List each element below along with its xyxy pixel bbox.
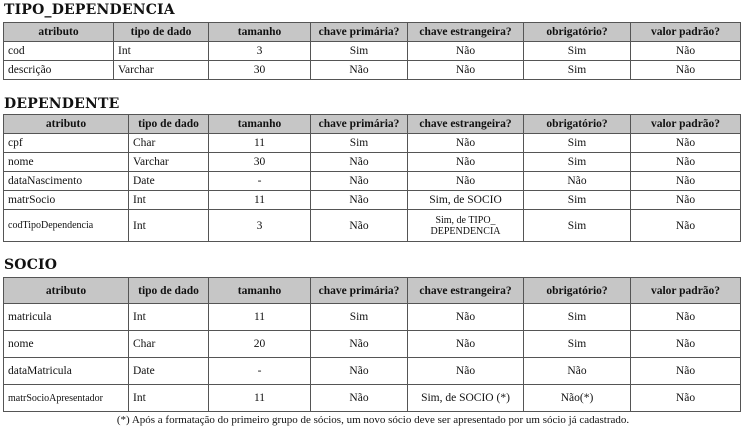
table-socio [3, 277, 741, 412]
table-row [4, 191, 741, 210]
cell-obrigatorio: Sim [524, 42, 631, 61]
cell-pk: Sim [311, 42, 408, 61]
cell-pk: Não [311, 172, 408, 191]
cell-tipo: Varchar [129, 153, 209, 172]
cell-tipo: Char [129, 134, 209, 153]
cell-fk: Não [408, 304, 524, 331]
table-row [4, 210, 741, 242]
cell-valor-padrao: Não [631, 210, 741, 242]
cell-pk: Não [311, 385, 408, 412]
cell-fk: Não [408, 331, 524, 358]
cell-tipo: Int [114, 42, 209, 61]
cell-tipo: Date [129, 172, 209, 191]
cell-obrigatorio: Não [524, 172, 631, 191]
cell-fk: Não [408, 153, 524, 172]
col-header-valor-padrao: valor padrão? [631, 23, 741, 42]
cell-obrigatorio: Sim [524, 210, 631, 242]
cell-tipo: Int [129, 191, 209, 210]
table-row [4, 61, 741, 80]
cell-tamanho: - [209, 172, 311, 191]
section-title-tipo-dependencia: TIPO_DEPENDENCIA [4, 2, 175, 18]
cell-tamanho: 30 [209, 153, 311, 172]
cell-valor-padrao: Não [631, 61, 741, 80]
col-header-valor-padrao: valor padrão? [631, 115, 741, 134]
cell-atributo: codTipoDependencia [4, 210, 129, 242]
table-dependente [3, 114, 741, 242]
cell-atributo: matrSocioApresentador [4, 385, 129, 412]
cell-atributo: nome [4, 153, 129, 172]
cell-obrigatorio: Sim [524, 191, 631, 210]
cell-valor-padrao: Não [631, 331, 741, 358]
cell-obrigatorio: Sim [524, 304, 631, 331]
cell-valor-padrao: Não [631, 385, 741, 412]
cell-obrigatorio: Sim [524, 153, 631, 172]
cell-tipo: Int [129, 210, 209, 242]
section-title-dependente: DEPENDENTE [4, 96, 120, 112]
cell-fk: Sim, de SOCIO (*) [408, 385, 524, 412]
cell-tamanho: 11 [209, 304, 311, 331]
cell-tamanho: 11 [209, 385, 311, 412]
col-header-tamanho: tamanho [209, 115, 311, 134]
table-row [4, 304, 741, 331]
cell-atributo: dataMatricula [4, 358, 129, 385]
cell-pk: Não [311, 358, 408, 385]
cell-valor-padrao: Não [631, 153, 741, 172]
cell-pk: Não [311, 61, 408, 80]
col-header-valor-padrao: valor padrão? [631, 278, 741, 304]
col-header-tipo: tipo de dado [129, 115, 209, 134]
cell-fk: Não [408, 134, 524, 153]
cell-valor-padrao: Não [631, 304, 741, 331]
cell-atributo: matrSocio [4, 191, 129, 210]
col-header-tamanho: tamanho [209, 278, 311, 304]
cell-tamanho: 3 [209, 210, 311, 242]
table-header-row [4, 23, 741, 42]
cell-atributo: cpf [4, 134, 129, 153]
col-header-obrigatorio: obrigatório? [524, 115, 631, 134]
cell-valor-padrao: Não [631, 191, 741, 210]
col-header-obrigatorio: obrigatório? [524, 278, 631, 304]
cell-tamanho: 11 [209, 134, 311, 153]
cell-tipo: Date [129, 358, 209, 385]
col-header-fk: chave estrangeira? [408, 115, 524, 134]
cell-obrigatorio: Sim [524, 134, 631, 153]
table-row [4, 172, 741, 191]
col-header-pk: chave primária? [311, 23, 408, 42]
cell-atributo: cod [4, 42, 114, 61]
cell-tamanho: 20 [209, 331, 311, 358]
cell-fk: Não [408, 358, 524, 385]
cell-valor-padrao: Não [631, 172, 741, 191]
cell-tipo: Char [129, 331, 209, 358]
cell-tamanho: 11 [209, 191, 311, 210]
cell-obrigatorio: Sim [524, 331, 631, 358]
footnote: (*) Após a formatação do primeiro grupo de sócios, um novo sócio deve ser apresentado por um sócio já cadastrado. [116, 414, 630, 426]
cell-fk: Sim, de TIPO_ DEPENDENCIA [408, 210, 524, 242]
table-row [4, 153, 741, 172]
cell-tipo: Int [129, 304, 209, 331]
cell-tamanho: 3 [209, 42, 311, 61]
col-header-tamanho: tamanho [209, 23, 311, 42]
cell-pk: Sim [311, 304, 408, 331]
table-header-row [4, 278, 741, 304]
cell-obrigatorio: Não [524, 358, 631, 385]
cell-pk: Não [311, 210, 408, 242]
col-header-tipo: tipo de dado [129, 278, 209, 304]
table-row [4, 358, 741, 385]
cell-obrigatorio: Não(*) [524, 385, 631, 412]
table-row [4, 134, 741, 153]
cell-pk: Não [311, 331, 408, 358]
cell-atributo: descrição [4, 61, 114, 80]
cell-fk: Sim, de SOCIO [408, 191, 524, 210]
cell-atributo: nome [4, 331, 129, 358]
cell-atributo: dataNascimento [4, 172, 129, 191]
cell-fk: Não [408, 172, 524, 191]
cell-fk: Não [408, 61, 524, 80]
cell-valor-padrao: Não [631, 42, 741, 61]
col-header-atributo: atributo [4, 23, 114, 42]
col-header-obrigatorio: obrigatório? [524, 23, 631, 42]
table-row [4, 331, 741, 358]
table-tipo-dependencia [3, 22, 741, 80]
table-row [4, 385, 741, 412]
cell-tamanho: - [209, 358, 311, 385]
col-header-pk: chave primária? [311, 115, 408, 134]
cell-valor-padrao: Não [631, 134, 741, 153]
cell-tipo: Varchar [114, 61, 209, 80]
cell-tamanho: 30 [209, 61, 311, 80]
cell-obrigatorio: Sim [524, 61, 631, 80]
col-header-atributo: atributo [4, 278, 129, 304]
cell-tipo: Int [129, 385, 209, 412]
col-header-fk: chave estrangeira? [408, 23, 524, 42]
cell-fk: Não [408, 42, 524, 61]
cell-pk: Sim [311, 134, 408, 153]
col-header-pk: chave primária? [311, 278, 408, 304]
table-row [4, 42, 741, 61]
cell-pk: Não [311, 191, 408, 210]
cell-pk: Não [311, 153, 408, 172]
table-header-row [4, 115, 741, 134]
cell-atributo: matricula [4, 304, 129, 331]
col-header-atributo: atributo [4, 115, 129, 134]
col-header-tipo: tipo de dado [114, 23, 209, 42]
section-title-socio: SOCIO [4, 257, 58, 273]
col-header-fk: chave estrangeira? [408, 278, 524, 304]
cell-valor-padrao: Não [631, 358, 741, 385]
